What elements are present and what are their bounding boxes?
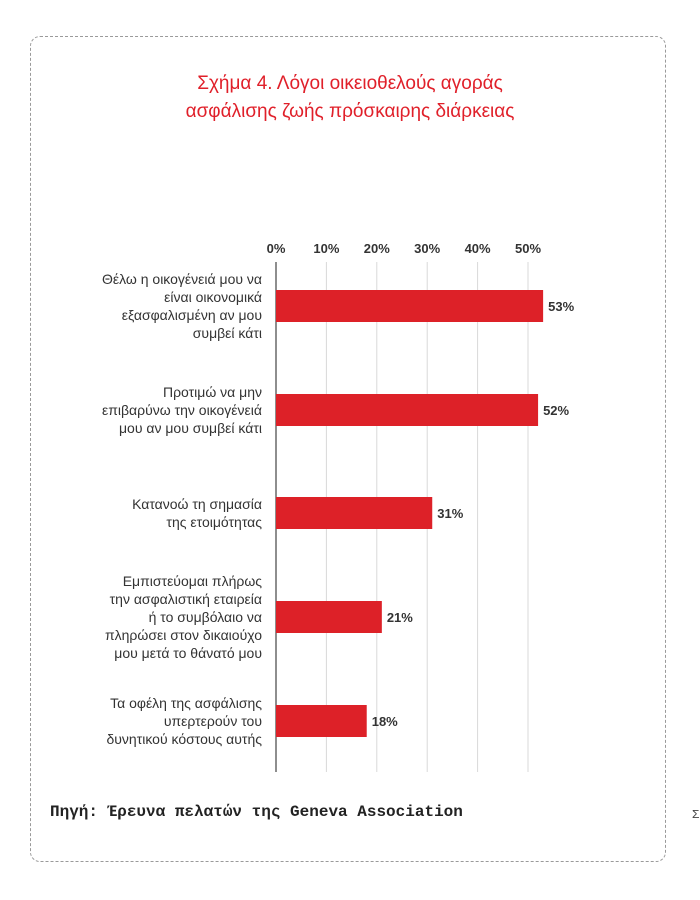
category-label xyxy=(102,271,262,341)
edge-mark: Σ xyxy=(692,808,700,822)
category-label-line: μου μετά το θάνατό μου xyxy=(114,645,262,661)
value-label: 31% xyxy=(437,506,464,521)
tick-label: 30% xyxy=(414,241,441,256)
value-label: 21% xyxy=(386,610,413,625)
tick-label: 0% xyxy=(266,241,286,256)
chart-title-line-1: Σχήμα 4. Λόγοι οικειοθελούς αγοράς xyxy=(197,73,503,94)
category-label xyxy=(102,384,262,436)
category-label xyxy=(132,496,262,530)
category-label-line: Εμπιστεύομαι πλήρως xyxy=(122,573,262,589)
bar xyxy=(276,705,367,737)
category-label-line: της ετοιμότητας xyxy=(166,514,262,530)
chart-title-line-2: ασφάλισης ζωής πρόσκαιρης διάρκειας xyxy=(185,101,515,122)
bar xyxy=(276,601,382,633)
category-label-line: δυνητικού κόστους αυτής xyxy=(106,731,262,747)
bar xyxy=(276,497,432,529)
category-label-line: Προτιμώ να μην xyxy=(162,384,262,400)
category-label xyxy=(105,573,262,661)
category-label-line: είναι οικονομικά xyxy=(164,289,262,305)
value-label: 53% xyxy=(548,299,575,314)
category-label-line: μου αν μου συμβεί κάτι xyxy=(118,420,262,436)
source-note: Πηγή: Έρευνα πελατών της Geneva Association xyxy=(50,803,463,821)
tick-label: 20% xyxy=(363,241,390,256)
category-label-line: πληρώσει στον δικαιούχο xyxy=(104,627,262,643)
category-label-line: υπερτερούν του xyxy=(163,713,262,729)
category-label-line: επιβαρύνω την οικογένειά xyxy=(101,402,262,418)
category-label-line: συμβεί κάτι xyxy=(192,325,262,341)
value-label: 52% xyxy=(543,403,570,418)
category-label-line: Θέλω η οικογένειά μου να xyxy=(102,271,262,287)
tick-label: 50% xyxy=(514,241,542,256)
category-label-line: ή το συμβόλαιο να xyxy=(148,609,262,625)
category-label-line: Κατανοώ τη σημασία xyxy=(132,496,262,512)
tick-label: 10% xyxy=(313,241,340,256)
value-label: 18% xyxy=(371,714,398,729)
bar xyxy=(276,290,543,322)
tick-label: 40% xyxy=(464,241,491,256)
category-label-line: εξασφαλισμένη αν μου xyxy=(121,307,262,323)
category-label xyxy=(106,695,262,747)
category-label-line: την ασφαλιστική εταιρεία xyxy=(109,591,262,607)
category-label-line: Τα οφέλη της ασφάλισης xyxy=(110,695,262,711)
bar xyxy=(276,394,538,426)
